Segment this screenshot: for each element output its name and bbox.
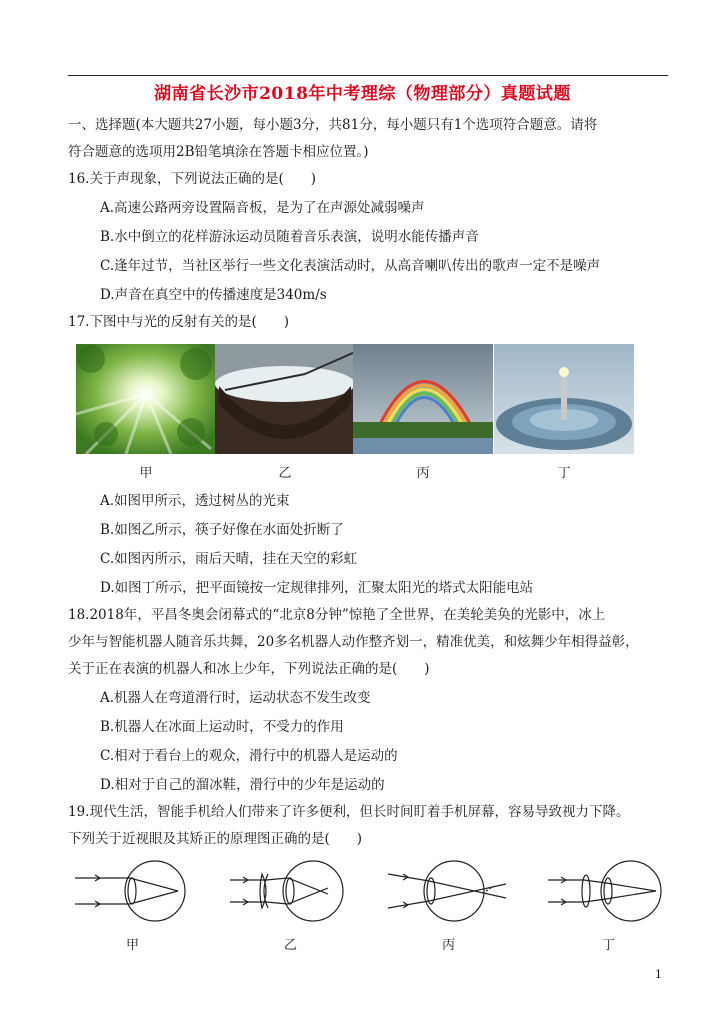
q16-stem: 16.关于声现象，下列说法正确的是( ) (68, 171, 317, 187)
header-rule (68, 75, 668, 76)
q17-option-b: B.如图乙所示，筷子好像在水面处折断了 (100, 522, 344, 538)
q18-stem-line-2: 少年与智能机器人随音乐共舞，20多名机器人动作整齐划一，精准优美，和炫舞少年相得益彰， (68, 634, 639, 650)
q19-stem-line-2: 下列关于近视眼及其矫正的原理图正确的是( ) (68, 831, 363, 847)
q16-option-c: C.逢年过节，当社区举行一些文化表演活动时，从高音喇叭传出的歌声一定不是噪声 (100, 258, 601, 274)
eye-diagram-jia (70, 856, 195, 926)
q17-image-row (68, 344, 668, 482)
q17-label-yi: 乙 (278, 466, 292, 481)
q17-option-a: A.如图甲所示，透过树丛的光束 (100, 493, 290, 509)
eye-diagram-ding (546, 856, 671, 926)
q17-stem: 17.下图中与光的反射有关的是( ) (68, 314, 290, 330)
section-intro-line-2: 符合题意的选项用2B铅笔填涂在答题卡相应位置。) (68, 144, 369, 160)
q16-option-b: B.水中倒立的花样游泳运动员随着音乐表演，说明水能传播声音 (100, 229, 479, 245)
q19-label-ding: 丁 (601, 938, 615, 953)
bowl-chopstick-photo (215, 344, 355, 454)
eye-diagram-yi (228, 856, 353, 926)
page-title: 湖南省长沙市2018年中考理综（物理部分）真题试题 (154, 84, 571, 104)
section-intro-line-1: 一、选择题(本大题共27小题，每小题3分，共81分，每小题只有1个选项符合题意。请将 (68, 117, 598, 133)
forest-light-photo (76, 344, 216, 454)
page-number: 1 (655, 968, 662, 981)
q17-label-ding: 丁 (557, 466, 571, 481)
q18-stem-line-1: 18.2018年，平昌冬奥会闭幕式的“北京8分钟”惊艳了全世界，在美轮美奂的光影中，冰上 (68, 607, 606, 623)
q18-option-a: A.机器人在弯道滑行时，运动状态不发生改变 (100, 690, 371, 706)
q19-label-bing: 丙 (441, 938, 455, 953)
q18-option-c: C.相对于看台上的观众，滑行中的机器人是运动的 (100, 748, 398, 764)
rainbow-photo (353, 344, 493, 454)
q19-diagram-row (68, 856, 668, 956)
q17-label-jia: 甲 (139, 466, 153, 481)
q19-label-yi: 乙 (283, 938, 297, 953)
q18-option-d: D.相对于自己的溜冰鞋，滑行中的少年是运动的 (100, 777, 385, 793)
solar-tower-photo (494, 344, 634, 454)
q17-label-bing: 丙 (416, 466, 430, 481)
q19-stem-line-1: 19.现代生活，智能手机给人们带来了许多便利，但长时间盯着手机屏幕，容易导致视力下降。 (68, 804, 630, 820)
q18-stem-line-3: 关于正在表演的机器人和冰上少年，下列说法正确的是( ) (68, 661, 430, 677)
q18-option-b: B.机器人在冰面上运动时，不受力的作用 (100, 719, 344, 735)
q16-option-a: A.高速公路两旁设置隔音板，是为了在声源处减弱噪声 (100, 200, 425, 216)
q16-option-d: D.声音在真空中的传播速度是340m/s (100, 287, 327, 303)
eye-diagram-bing (386, 856, 511, 926)
q19-label-jia: 甲 (125, 938, 139, 953)
q17-option-c: C.如图丙所示，雨后天晴，挂在天空的彩虹 (100, 551, 358, 567)
q17-option-d: D.如图丁所示，把平面镜按一定规律排列，汇聚太阳光的塔式太阳能电站 (100, 580, 534, 596)
